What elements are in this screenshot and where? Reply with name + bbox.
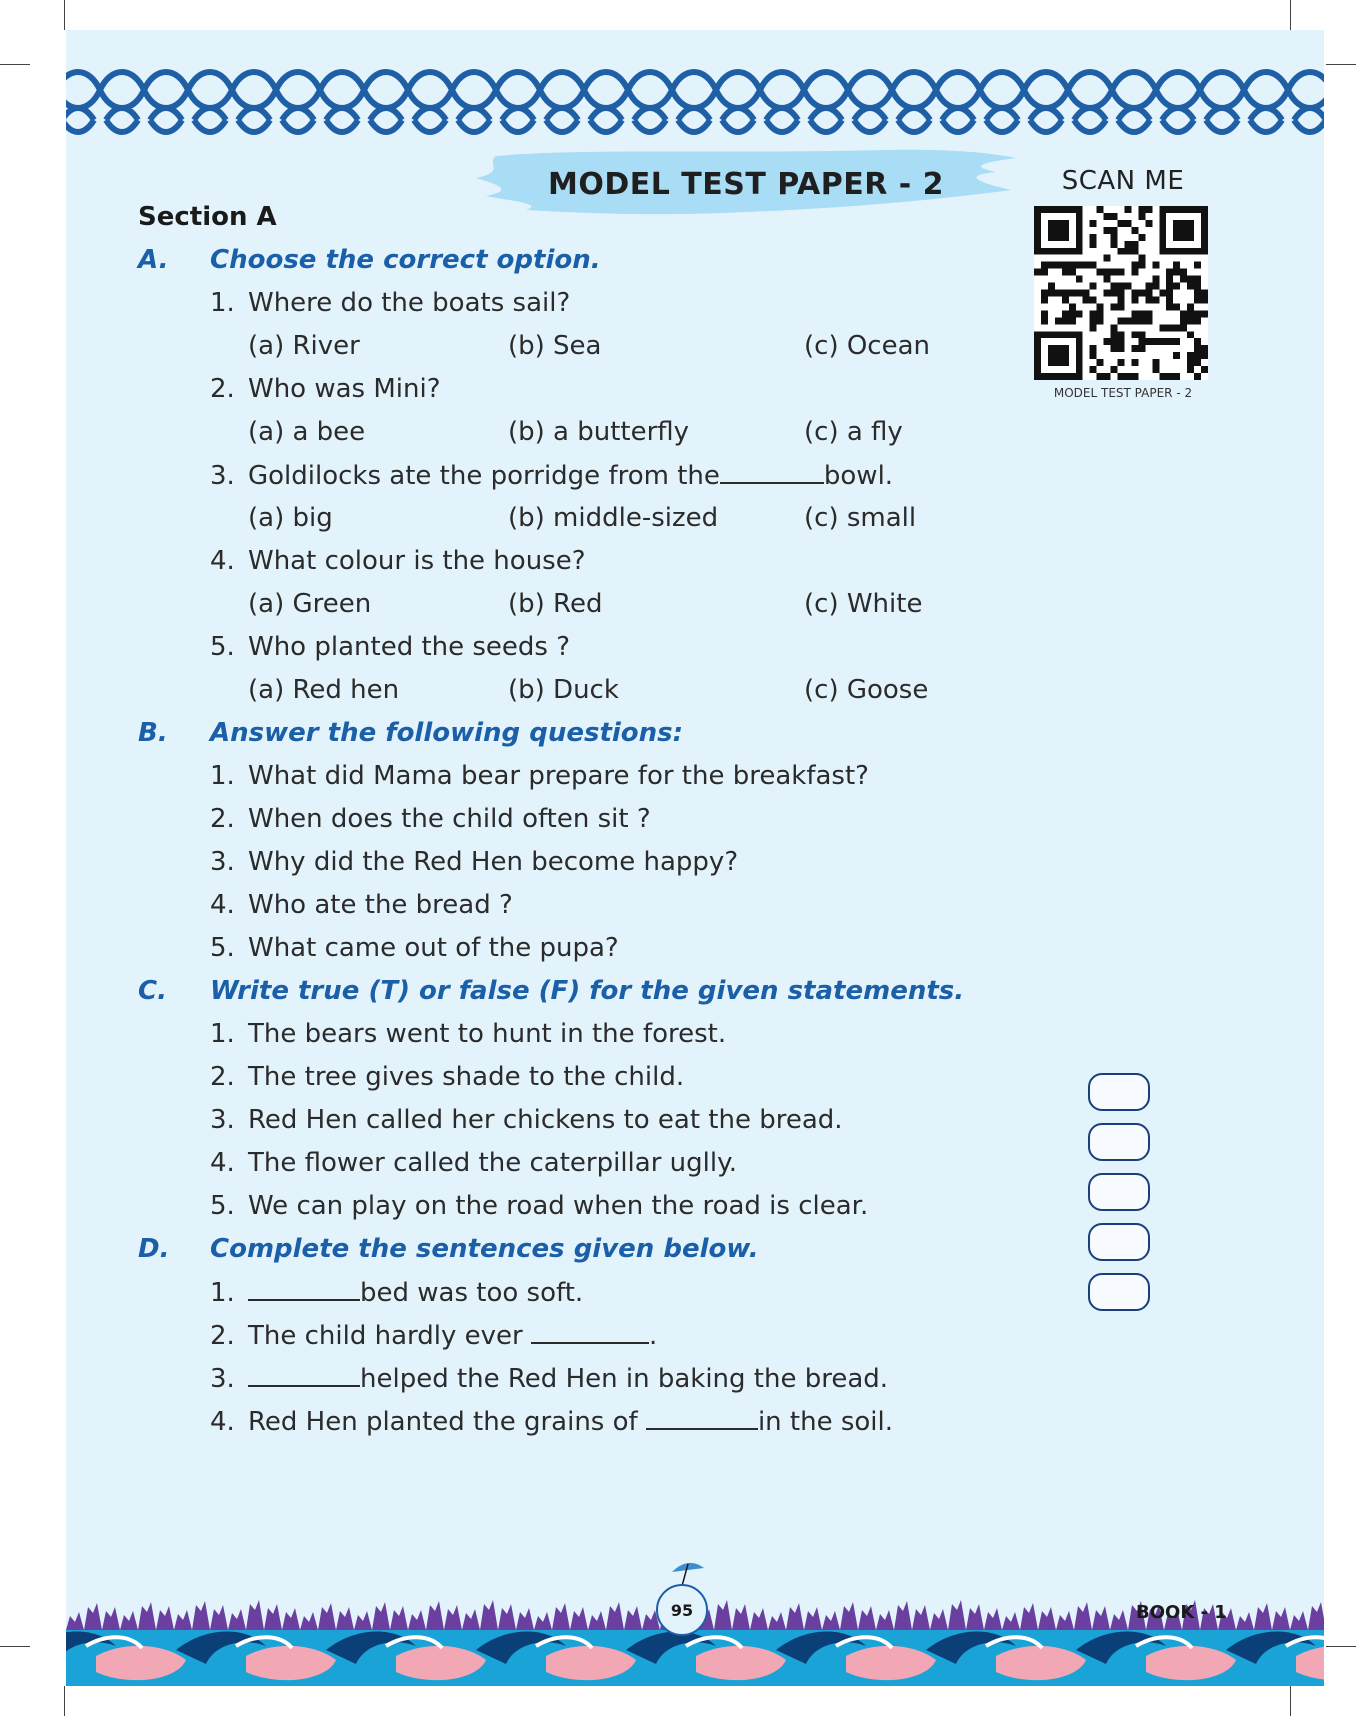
question-a1: 1. Where do the boats sail?: [210, 288, 571, 318]
question-b5: 5. What came out of the pupa?: [210, 933, 619, 963]
fill-blank[interactable]: [248, 1277, 360, 1301]
option-a2-b[interactable]: (b) a butterfly: [508, 417, 690, 447]
question-b4: 4. Who ate the bread ?: [210, 890, 513, 920]
crop-mark: [64, 1686, 65, 1716]
option-a1-a[interactable]: (a) River: [248, 331, 360, 361]
answer-box-c4[interactable]: [1088, 1223, 1150, 1261]
option-a4-a[interactable]: (a) Green: [248, 589, 372, 619]
section-heading-d: Complete the sentences given below.: [210, 1234, 759, 1264]
option-a5-a[interactable]: (a) Red hen: [248, 675, 400, 705]
option-a3-a[interactable]: (a) big: [248, 503, 333, 533]
umbrella-icon: [668, 1556, 708, 1588]
answer-box-c3[interactable]: [1088, 1173, 1150, 1211]
statement-c2: 2. The tree gives shade to the child.: [210, 1062, 685, 1092]
qr-panel: [1031, 136, 1281, 406]
option-a2-a[interactable]: (a) a bee: [248, 417, 366, 447]
fill-blank[interactable]: [248, 1363, 360, 1387]
question-b2: 2. When does the child often sit ?: [210, 804, 651, 834]
worksheet-page: [66, 30, 1324, 1686]
option-a1-b[interactable]: (b) Sea: [508, 331, 602, 361]
scan-me-label: SCAN ME: [1061, 166, 1185, 196]
section-heading-b: Answer the following questions:: [210, 718, 684, 748]
qr-caption: MODEL TEST PAPER - 2: [1053, 386, 1193, 400]
fill-blank[interactable]: [646, 1406, 758, 1430]
fill-blank[interactable]: [531, 1320, 649, 1344]
crop-mark: [1290, 0, 1291, 30]
question-a5: 5. Who planted the seeds ?: [210, 632, 571, 662]
book-label: BOOK - 1: [1136, 1602, 1227, 1623]
statement-c5: 5. We can play on the road when the road is clear.: [210, 1191, 869, 1221]
question-b3: 3. Why did the Red Hen become happy?: [210, 847, 739, 877]
crop-mark: [0, 1646, 30, 1647]
crop-mark: [1326, 64, 1356, 65]
answer-box-c5[interactable]: [1088, 1273, 1150, 1311]
page-title: MODEL TEST PAPER - 2: [547, 166, 945, 202]
statement-c4: 4. The flower called the caterpillar uglly.: [210, 1148, 738, 1178]
option-a1-c[interactable]: (c) Ocean: [804, 331, 931, 361]
crop-mark: [0, 64, 30, 65]
section-title: Section A: [138, 202, 277, 232]
section-letter-a: A.: [138, 245, 169, 275]
sentence-d3: 3. helped the Red Hen in baking the bread.: [210, 1364, 889, 1394]
qr-code-icon[interactable]: [1034, 206, 1208, 380]
crop-mark: [64, 0, 65, 30]
option-a2-c[interactable]: (c) a fly: [804, 417, 903, 447]
sentence-d2: 2. The child hardly ever .: [210, 1321, 658, 1351]
crop-mark: [1326, 1646, 1356, 1647]
page-number-badge: 95: [656, 1584, 708, 1636]
section-letter-b: B.: [138, 718, 168, 748]
section-letter-c: C.: [138, 976, 167, 1006]
question-b1: 1. What did Mama bear prepare for the breakfast?: [210, 761, 869, 791]
question-a2: 2. Who was Mini?: [210, 374, 441, 404]
sentence-d4: 4. Red Hen planted the grains of in the soil.: [210, 1407, 894, 1437]
option-a5-b[interactable]: (b) Duck: [508, 675, 619, 705]
section-letter-d: D.: [138, 1234, 170, 1264]
question-a4: 4. What colour is the house?: [210, 546, 586, 576]
answer-box-c2[interactable]: [1088, 1123, 1150, 1161]
title-banner: [466, 138, 1026, 230]
answer-box-c1[interactable]: [1088, 1073, 1150, 1111]
fill-blank[interactable]: [720, 460, 824, 484]
option-a5-c[interactable]: (c) Goose: [804, 675, 929, 705]
section-heading-c: Write true (T) or false (F) for the given statements.: [210, 976, 965, 1006]
crop-mark: [1290, 1686, 1291, 1716]
option-a4-b[interactable]: (b) Red: [508, 589, 603, 619]
option-a3-c[interactable]: (c) small: [804, 503, 917, 533]
question-a3: 3. Goldilocks ate the porridge from the bowl.: [210, 461, 894, 491]
option-a4-c[interactable]: (c) White: [804, 589, 923, 619]
sentence-d1: 1. bed was too soft.: [210, 1278, 584, 1308]
statement-c3: 3. Red Hen called her chickens to eat the bread.: [210, 1105, 843, 1135]
section-heading-a: Choose the correct option.: [210, 245, 601, 275]
option-a3-b[interactable]: (b) middle-sized: [508, 503, 719, 533]
statement-c1: 1. The bears went to hunt in the forest.: [210, 1019, 727, 1049]
